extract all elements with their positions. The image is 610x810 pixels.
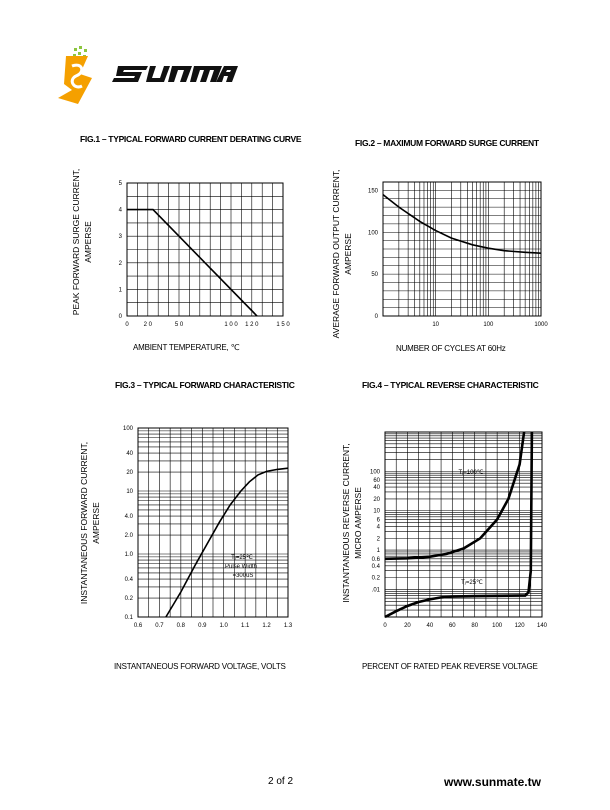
fig1-xtick-label: 1 2 0 <box>245 322 259 328</box>
fig4-ytick-label: 4 <box>376 524 380 531</box>
fig2-ytick-label: 150 <box>367 188 378 195</box>
fig4-xtick-label: 40 <box>426 623 434 629</box>
fig3-xtick-label: 1.2 <box>262 623 271 629</box>
fig4-xtick-label: 60 <box>448 623 456 629</box>
fig3-ytick-label: 10 <box>126 489 133 495</box>
fig4-ytick-label: 2 <box>376 536 380 543</box>
fig3-ytick-label: 40 <box>126 451 133 458</box>
fig3-xtick-label: 1.3 <box>283 623 293 629</box>
fig4-xtick-label: 80 <box>471 623 479 629</box>
fig4-ytick-label: 1 <box>376 548 380 555</box>
fig4-ylabel: INSTANTANEOUS REVERSE CURRENT, MICRO AMPERSE <box>341 443 363 603</box>
fig2-xlabel: NUMBER OF CYCLES AT 60Hz <box>396 344 506 353</box>
fig4-ytick-label: 6 <box>376 517 380 524</box>
fig4-xtick-label: 0 <box>383 623 387 629</box>
fig3-xtick-label: 1.1 <box>240 623 250 629</box>
fig4-title: FIG.4 – TYPICAL REVERSE CHARACTERISTIC <box>362 380 539 390</box>
fig1-ytick-label: 4 <box>118 207 122 214</box>
fig2-ytick-label: 50 <box>371 272 378 279</box>
fig4-series-line <box>385 432 524 559</box>
website-url[interactable]: www.sunmate.tw <box>444 775 541 789</box>
fig3-ytick-label: 0.2 <box>124 596 133 603</box>
fig1-xtick-label: 0 <box>125 322 129 328</box>
fig3-ytick-label: 2.0 <box>124 533 133 540</box>
fig1-xtick-label: 2 0 <box>143 322 152 328</box>
fig3-xlabel: INSTANTANEOUS FORWARD VOLTAGE, VOLTS <box>114 662 286 671</box>
fig4-xtick-label: 120 <box>514 623 525 629</box>
fig4-ytick-label: 0.2 <box>371 575 380 582</box>
fig2-xtick-label: 100 <box>483 322 494 328</box>
fig4-series-label: Tⱼ=100℃ <box>458 470 484 476</box>
fig3-xtick-label: 1.0 <box>219 623 228 629</box>
fig1-xlabel: AMBIENT TEMPERATURE, ℃ <box>133 343 240 352</box>
fig3-title: FIG.3 – TYPICAL FORWARD CHARACTERISTIC <box>115 380 295 390</box>
fig3-annotation: =300uS <box>232 573 254 579</box>
fig1-ytick-label: 5 <box>118 181 122 187</box>
fig1-title: FIG.1 – TYPICAL FORWARD CURRENT DERATING CURVE <box>80 134 302 144</box>
fig3-ytick-label: 0.4 <box>124 577 133 584</box>
fig1-ytick-label: 1 <box>118 287 122 294</box>
fig1-ytick-label: 2 <box>118 260 122 267</box>
fig4-xtick-label: 20 <box>404 623 411 629</box>
fig3-ylabel: INSTANTANEOUS FORWARD CURRENT, AMPERSE <box>79 441 101 605</box>
fig3-ytick-label: 100 <box>122 426 133 432</box>
fig3-ytick-label: 0.1 <box>124 615 133 621</box>
fig4-ytick-label: 60 <box>373 478 380 485</box>
fig4-ytick-label: 0.6 <box>371 556 380 563</box>
fig3-ytick-label: 4.0 <box>124 514 133 521</box>
fig3-ytick-label: 1.0 <box>124 552 133 558</box>
fig1-xtick-label: 1 5 0 <box>276 322 290 328</box>
page-number: 2 of 2 <box>268 776 294 787</box>
fig4-ytick-label: 100 <box>369 469 380 476</box>
fig2-ylabel: AVERAGE FORWARD OUTPUT CURRENT, AMPERSE <box>331 169 353 339</box>
fig4-ytick-label: 10 <box>373 508 380 515</box>
fig4-ytick-label: 0.4 <box>371 563 380 570</box>
fig3-xtick-label: 0.6 <box>133 623 143 629</box>
fig4-xlabel: PERCENT OF RATED PEAK REVERSE VOLTAGE <box>362 662 538 671</box>
fig2-xtick-label: 10 <box>432 322 440 328</box>
fig2-ytick-label: 100 <box>367 230 378 237</box>
fig4-xtick-label: 100 <box>492 623 503 629</box>
fig3-ytick-label: 20 <box>126 470 133 477</box>
fig3-series-line <box>166 468 288 617</box>
fig1-xtick-label: 5 0 <box>174 322 184 328</box>
fig4-ytick-label: 40 <box>373 485 380 492</box>
fig1-ytick-label: 3 <box>118 234 122 241</box>
fig4-ytick-label: 20 <box>373 496 380 503</box>
fig4-xtick-label: 140 <box>536 623 548 629</box>
fig3-annotation: Pulse Width <box>224 564 258 570</box>
fig2-title: FIG.2 – MAXIMUM FORWARD SURGE CURRENT <box>355 138 539 148</box>
fig2-ytick-label: 0 <box>374 314 378 320</box>
fig4-series-label: Tⱼ=25℃ <box>461 580 483 586</box>
fig3-xtick-label: 0.9 <box>198 623 207 629</box>
fig1-ylabel: PEAK FORWARD SURGE CURRENT, AMPERSE <box>71 168 93 316</box>
fig4-ytick-label: .01 <box>371 587 380 594</box>
fig2-xtick-label: 1000 <box>534 322 548 328</box>
fig3-xtick-label: 0.8 <box>176 623 186 629</box>
fig3-annotation: Tⱼ=25℃ <box>231 555 253 561</box>
fig1-ytick-label: 0 <box>118 314 122 320</box>
fig3-xtick-label: 0.7 <box>155 623 164 629</box>
fig1-xtick-label: 1 0 0 <box>224 322 238 328</box>
